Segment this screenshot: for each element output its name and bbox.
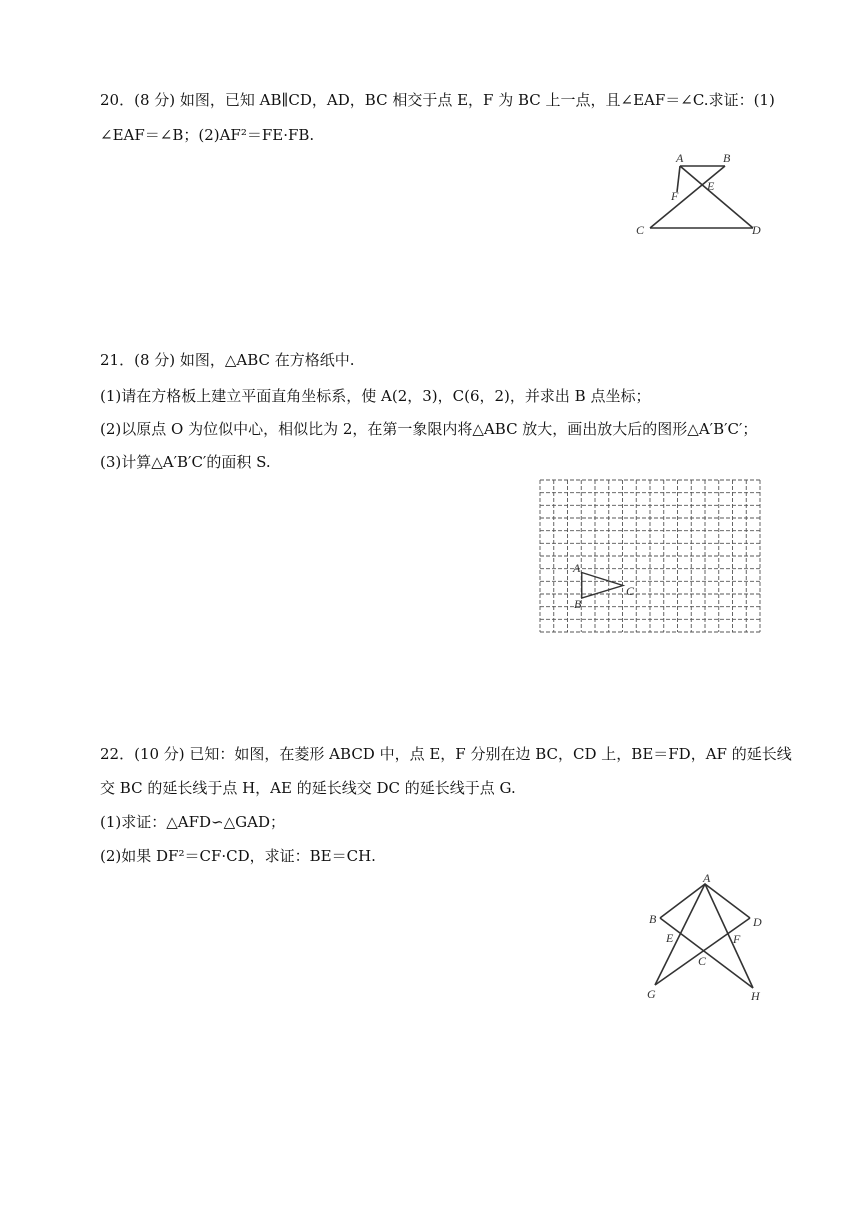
- line-afh: [705, 884, 753, 988]
- q22-label-f: F: [733, 932, 741, 946]
- q22-text-line-1: 22．(10 分) 已知：如图，在菱形 ABCD 中，点 E，F 分别在边 BC，CD 上，BE＝FD，AF 的延长线: [100, 745, 792, 763]
- q22-label-a: A: [703, 871, 711, 885]
- q22-label-d: D: [753, 915, 762, 929]
- segment-ad: [680, 166, 753, 228]
- rhombus-top-sides: [660, 884, 750, 918]
- q22-label-e: E: [666, 931, 674, 945]
- q21-label-a: A: [573, 561, 581, 575]
- q22-label-h: H: [751, 989, 760, 1003]
- q20-text-line-1: 20．(8 分) 如图，已知 AB∥CD，AD，BC 相交于点 E，F 为 BC 上一点，且∠EAF＝∠C.求证：(1): [100, 91, 775, 109]
- q20-text-line-2: ∠EAF＝∠B；(2)AF²＝FE·FB.: [100, 126, 315, 144]
- q21-label-b: B: [574, 597, 582, 611]
- q20-figure: [630, 148, 770, 243]
- line-aeg: [655, 884, 705, 985]
- line-bch: [660, 918, 753, 988]
- q21-grid-figure: [538, 478, 764, 636]
- q20-label-c: C: [636, 223, 645, 237]
- q22-text-line-2: 交 BC 的延长线于点 H，AE 的延长线交 DC 的延长线于点 G.: [100, 779, 516, 797]
- q22-figure: [640, 870, 770, 1005]
- q21-text-line-3: (2)以原点 O 为位似中心，相似比为 2，在第一象限内将△ABC 放大，画出放大后的图形△A′B′C′；: [100, 420, 758, 438]
- q22-label-g: G: [647, 987, 656, 1001]
- segment-bc: [650, 166, 725, 228]
- q22-label-b: B: [649, 912, 657, 926]
- q21-text-line-4: (3)计算△A′B′C′的面积 S.: [100, 453, 271, 471]
- q20-label-b: B: [723, 151, 731, 165]
- q20-label-f: F: [671, 189, 679, 203]
- q21-text-line-1: 21．(8 分) 如图，△ABC 在方格纸中.: [100, 351, 355, 369]
- q22-text-line-3: (1)求证：△AFD∽△GAD；: [100, 813, 285, 831]
- q20-label-e: E: [707, 179, 715, 193]
- q22-label-c: C: [698, 954, 707, 968]
- q22-text-line-4: (2)如果 DF²＝CF·CD，求证：BE＝CH.: [100, 847, 376, 865]
- q21-label-c: C: [626, 584, 635, 598]
- q20-label-a: A: [676, 151, 684, 165]
- grid-paper: [540, 480, 760, 632]
- q20-label-d: D: [752, 223, 761, 237]
- q21-text-line-2: (1)请在方格板上建立平面直角坐标系，使 A(2，3)，C(6，2)，并求出 B 点坐标；: [100, 387, 651, 405]
